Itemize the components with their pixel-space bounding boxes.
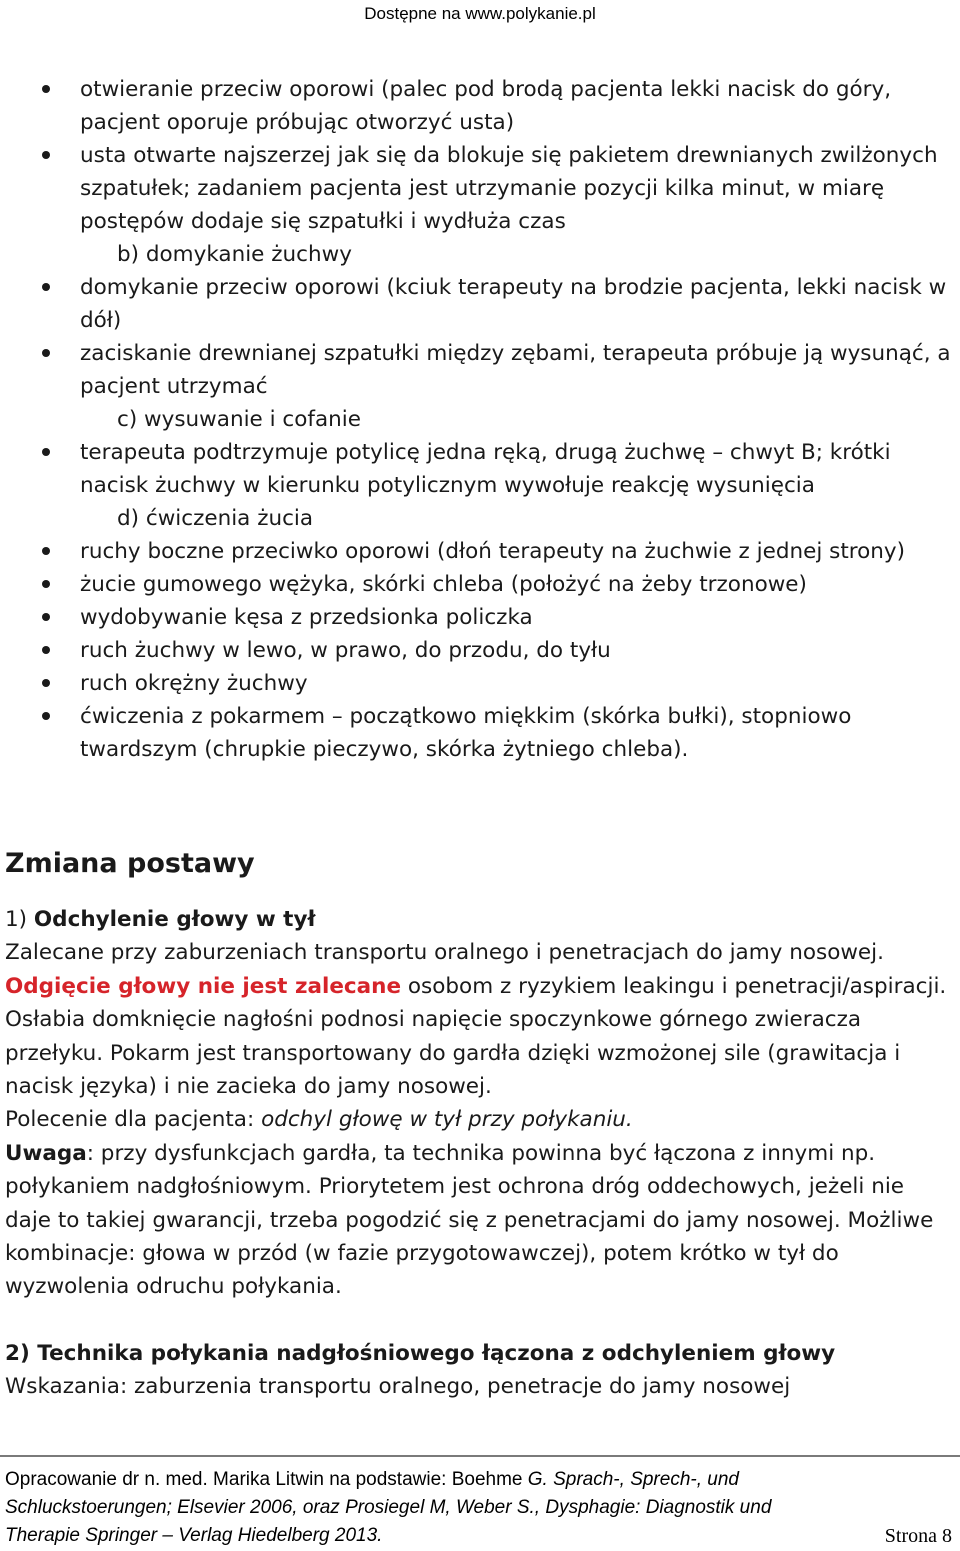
list-item xyxy=(0,139,960,238)
site-header: Dostępne na www.polykanie.pl xyxy=(364,4,596,23)
footer-line-2: Schluckstoerungen; Elsevier 2006, oraz Prosiegel M, Weber S., Dysphagie: Diagnostik und xyxy=(5,1497,772,1518)
list-item xyxy=(0,436,960,502)
list-item-text: terapeuta podtrzymuje potylicę jedna ręką, drugą żuchwę – chwyt B; krótki nacisk żuchwy w kierunku potylicznym wywołuje reakcję wysunięcia xyxy=(80,440,891,498)
subsection-1-title xyxy=(5,903,955,936)
note-label: Uwaga xyxy=(5,1140,87,1166)
footer-line-1 xyxy=(5,1466,955,1494)
list-item-text: ćwiczenia z pokarmem – początkowo miękkim (skórka bułki), stopniowo twardszym (chrupkie pieczywo, skórka żytniego chleba). xyxy=(80,704,852,762)
list-item xyxy=(0,73,960,139)
sublist-heading xyxy=(0,403,960,436)
instruction-text: odchyl głowę w tył przy połykaniu. xyxy=(261,1107,633,1133)
list-item xyxy=(0,271,960,337)
paragraph-1-text-a: Zalecane przy zaburzeniach transportu oralnego i penetracjach do jamy nosowej. xyxy=(5,940,884,966)
bullet-icon xyxy=(42,547,50,555)
warning-highlight: Odgięcie głowy nie jest zalecane xyxy=(5,973,402,999)
paragraph-note xyxy=(5,1137,955,1304)
list-item-text: wydobywanie kęsa z przedsionka policzka xyxy=(80,605,533,630)
bullet-icon xyxy=(42,580,50,588)
list-item xyxy=(0,568,960,601)
section-body xyxy=(5,903,955,1404)
subsection-1-number: 1) xyxy=(5,907,34,932)
bullet-icon xyxy=(42,646,50,654)
note-text: : przy dysfunkcjach gardła, ta technika powinna być łączona z innymi np. połykaniem nadgłośniowym. Priorytetem jest ochrona dróg oddechowych, jeżeli nie daje to takiej gwarancji, trzeba pogodzić się z penetracjami do jamy nosowej. Możliwe kombinacje: głowa w przód (w fazie przygotowawczej), potem krótko w tył do wyzwolenia odruchu połykania. xyxy=(5,1140,934,1300)
section-heading: Zmiana postawy xyxy=(5,848,255,879)
bullet-icon xyxy=(42,151,50,159)
subsection-1-heading: Odchylenie głowy w tył xyxy=(33,907,316,932)
footer-line-3: Therapie Springer – Verlag Hiedelberg 2013. xyxy=(5,1525,383,1546)
list-item-text: usta otwarte najszerzej jak się da blokuje się pakietem drewnianych zwilżonych szpatułek; zadaniem pacjenta jest utrzymanie pozycji kilka minut, w miarę postępów dodaje się szpatułki i wydłuża czas xyxy=(80,143,938,234)
bullet-icon xyxy=(42,448,50,456)
list-item xyxy=(0,667,960,700)
bullet-icon xyxy=(42,283,50,291)
footer-divider xyxy=(0,1455,960,1457)
list-item xyxy=(0,337,960,403)
list-item-text: d) ćwiczenia żucia xyxy=(117,506,314,531)
list-item xyxy=(0,700,960,766)
list-item-text: zaciskanie drewnianej szpatułki między zębami, terapeuta próbuje ją wysunąć, a pacjent utrzymać xyxy=(80,341,951,399)
bullet-icon xyxy=(42,613,50,621)
footer-line-1-italic: G. Sprach-, Sprech-, und xyxy=(527,1469,739,1490)
paragraph-patient-instruction xyxy=(5,1103,955,1136)
list-item-text: otwieranie przeciw oporowi (palec pod brodą pacjenta lekki nacisk do góry, pacjent oporuje próbując otworzyć usta) xyxy=(80,77,892,135)
subsection-2-indications: Wskazania: zaburzenia transportu oralnego, penetracje do jamy nosowej xyxy=(5,1374,791,1400)
list-item-text: ruch żuchwy w lewo, w prawo, do przodu, do tyłu xyxy=(80,638,611,663)
list-item xyxy=(0,634,960,667)
exercise-list xyxy=(0,73,960,766)
subsection-2-title: 2) Technika połykania nadgłośniowego łączona z odchyleniem głowy xyxy=(5,1340,836,1366)
bullet-icon xyxy=(42,349,50,357)
list-item-text: c) wysuwanie i cofanie xyxy=(117,407,361,432)
bullet-icon xyxy=(42,85,50,93)
bullet-icon xyxy=(42,712,50,720)
list-item-text: domykanie przeciw oporowi (kciuk terapeuty na brodzie pacjenta, lekki nacisk w dół) xyxy=(80,275,947,333)
list-item xyxy=(0,601,960,634)
list-item-text: b) domykanie żuchwy xyxy=(117,242,352,267)
paragraph-1-text-b: osobom z ryzykiem leakingu i penetracji/aspiracji. Osłabia domknięcie nagłośni podnosi napięcie spoczynkowe górnego zwieracza przełyku. Pokarm jest transportowany do gardła dzięki wzmożonej sile (grawitacja i nacisk języka) i nie zacieka do jamy nosowej. xyxy=(5,973,947,1100)
sublist-heading xyxy=(0,502,960,535)
instruction-label: Polecenie dla pacjenta: xyxy=(5,1107,262,1133)
list-item-text: ruch okrężny żuchwy xyxy=(80,671,308,696)
footer xyxy=(5,1466,955,1550)
list-item xyxy=(0,535,960,568)
page-number: Strona 8 xyxy=(884,1525,952,1547)
sublist-heading xyxy=(0,238,960,271)
paragraph-indications xyxy=(5,936,955,1103)
list-item-text: ruchy boczne przeciwko oporowi (dłoń terapeuty na żuchwie z jednej strony) xyxy=(80,539,906,564)
footer-line-1-text: Opracowanie dr n. med. Marika Litwin na podstawie: Boehme xyxy=(5,1469,528,1490)
bullet-icon xyxy=(42,679,50,687)
list-item-text: żucie gumowego wężyka, skórki chleba (położyć na żeby trzonowe) xyxy=(80,572,807,597)
